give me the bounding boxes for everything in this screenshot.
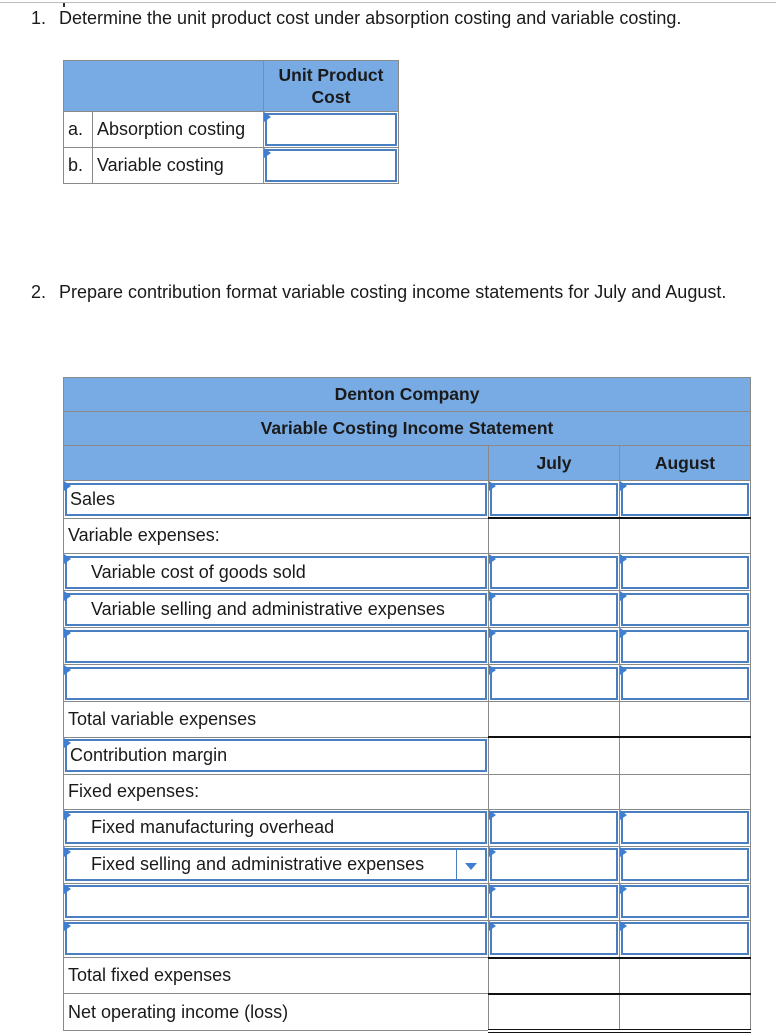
question-2-text: Prepare contribution format variable costing income statements for July and August. — [59, 282, 727, 302]
blank-label-cell — [64, 883, 489, 920]
absorption-costing-input[interactable] — [265, 113, 397, 146]
blank-july-cell — [489, 665, 620, 702]
input-marker-icon — [64, 738, 71, 748]
variable-cogs-label-input[interactable]: Variable cost of goods sold — [65, 556, 487, 589]
total-fixed-expenses-july — [489, 958, 620, 994]
fixed-mfg-overhead-label-cell — [64, 809, 489, 846]
input-marker-icon — [489, 591, 496, 601]
table1-header-blank — [64, 61, 264, 112]
chevron-down-icon — [465, 863, 477, 870]
input-marker-icon — [64, 810, 71, 820]
question-2 — [31, 282, 726, 303]
august-column-header: August — [620, 446, 751, 481]
input-marker-icon — [620, 628, 627, 638]
blank-july-cell — [489, 883, 620, 920]
sales-july-cell — [489, 481, 620, 519]
blank-july-input[interactable] — [490, 667, 618, 700]
question-2-number: 2. — [31, 282, 47, 302]
fixed-sga-august-cell — [620, 846, 751, 883]
variable-sga-august-input[interactable] — [621, 593, 749, 626]
blank-august-input[interactable] — [621, 885, 749, 918]
input-marker-icon — [264, 148, 271, 158]
table-row-fixed-expenses — [64, 774, 751, 809]
input-marker-icon — [489, 810, 496, 820]
variable-cogs-label-cell — [64, 554, 489, 591]
variable-expenses-august — [620, 518, 751, 554]
contribution-margin-label-input[interactable]: Contribution margin — [65, 739, 487, 772]
table-row-fixed-sga — [64, 846, 751, 883]
variable-costing-label: Variable costing — [93, 148, 264, 184]
blank-july-input[interactable] — [490, 630, 618, 663]
input-marker-icon — [620, 554, 627, 564]
variable-costing-input[interactable] — [265, 149, 397, 182]
variable-cogs-august-cell — [620, 554, 751, 591]
total-fixed-expenses-label: Total fixed expenses — [64, 958, 489, 994]
blank-label-cell — [64, 628, 489, 665]
fixed-sga-label-cell — [64, 846, 489, 883]
top-divider — [0, 2, 776, 3]
net-operating-income-august — [620, 994, 751, 1031]
input-marker-icon — [489, 628, 496, 638]
fixed-mfg-overhead-august-cell — [620, 809, 751, 846]
variable-expenses-label: Variable expenses: — [64, 518, 489, 554]
input-marker-icon — [489, 554, 496, 564]
table-row-variable-cogs — [64, 554, 751, 591]
table-row-blank — [64, 920, 751, 958]
input-marker-icon — [489, 921, 496, 931]
input-marker-icon — [64, 481, 71, 491]
blank-label-cell — [64, 665, 489, 702]
input-marker-icon — [620, 810, 627, 820]
table-row-blank — [64, 665, 751, 702]
variable-costing-cell — [264, 148, 399, 184]
variable-sga-july-cell — [489, 591, 620, 628]
income-statement-table — [63, 377, 751, 1033]
input-marker-icon — [264, 112, 271, 122]
input-marker-icon — [64, 665, 71, 675]
fixed-mfg-overhead-august-input[interactable] — [621, 811, 749, 844]
table-row-blank — [64, 883, 751, 920]
input-marker-icon — [64, 847, 71, 857]
input-marker-icon — [620, 665, 627, 675]
sales-august-cell — [620, 481, 751, 519]
row-letter: b. — [64, 148, 93, 184]
total-variable-expenses-label: Total variable expenses — [64, 702, 489, 738]
net-operating-income-july — [489, 994, 620, 1031]
input-marker-icon — [64, 921, 71, 931]
variable-sga-label-input[interactable]: Variable selling and administrative expenses — [65, 593, 487, 626]
fixed-mfg-overhead-july-cell — [489, 809, 620, 846]
fixed-sga-july-cell — [489, 846, 620, 883]
fixed-sga-dropdown-value: Fixed selling and administrative expenses — [91, 854, 425, 874]
variable-sga-label-cell — [64, 591, 489, 628]
blank-label-input[interactable] — [65, 630, 487, 663]
blank-august-cell — [620, 920, 751, 958]
july-column-header: July — [489, 446, 620, 481]
question-1-number: 1. — [31, 8, 47, 28]
variable-cogs-july-cell — [489, 554, 620, 591]
table-row — [64, 112, 399, 148]
input-marker-icon — [64, 628, 71, 638]
variable-expenses-july — [489, 518, 620, 554]
row-letter: a. — [64, 112, 93, 148]
top-tick-mark — [63, 3, 65, 7]
fixed-mfg-overhead-label-input[interactable]: Fixed manufacturing overhead — [65, 811, 487, 844]
absorption-costing-cell — [264, 112, 399, 148]
contribution-margin-august — [620, 737, 751, 774]
input-marker-icon — [620, 921, 627, 931]
input-marker-icon — [620, 591, 627, 601]
blank-july-input[interactable] — [490, 922, 618, 955]
input-marker-icon — [64, 554, 71, 564]
blank-july-input[interactable] — [490, 885, 618, 918]
label-column-header — [64, 446, 489, 481]
fixed-sga-july-input[interactable] — [490, 848, 618, 881]
input-marker-icon — [64, 884, 71, 894]
blank-august-input[interactable] — [621, 922, 749, 955]
contribution-margin-july — [489, 737, 620, 774]
table-row-total-variable-expenses — [64, 702, 751, 738]
fixed-expenses-july — [489, 774, 620, 809]
input-marker-icon — [489, 481, 496, 491]
table-row-variable-expenses — [64, 518, 751, 554]
variable-cogs-july-input[interactable] — [490, 556, 618, 589]
sales-august-input[interactable] — [621, 483, 749, 516]
table-row-fixed-mfg-overhead — [64, 809, 751, 846]
table-row-variable-sga — [64, 591, 751, 628]
blank-july-cell — [489, 628, 620, 665]
fixed-expenses-label: Fixed expenses: — [64, 774, 489, 809]
fixed-sga-august-input[interactable] — [621, 848, 749, 881]
dropdown-button[interactable] — [456, 850, 485, 879]
blank-august-cell — [620, 628, 751, 665]
statement-title: Variable Costing Income Statement — [64, 412, 751, 446]
input-marker-icon — [620, 884, 627, 894]
total-fixed-expenses-august — [620, 958, 751, 994]
blank-july-cell — [489, 920, 620, 958]
table-row-blank — [64, 628, 751, 665]
table-row-total-fixed-expenses — [64, 958, 751, 994]
question-1-text: Determine the unit product cost under absorption costing and variable costing. — [59, 8, 682, 28]
contribution-margin-label-cell — [64, 737, 489, 774]
total-variable-expenses-july — [489, 702, 620, 738]
unit-product-cost-header: Unit Product Cost — [264, 61, 399, 112]
variable-sga-july-input[interactable] — [490, 593, 618, 626]
blank-august-input[interactable] — [621, 630, 749, 663]
input-marker-icon — [620, 847, 627, 857]
table-row-net-operating-income — [64, 994, 751, 1031]
question-1 — [31, 8, 681, 29]
sales-label-input[interactable]: Sales — [65, 483, 487, 516]
company-name: Denton Company — [64, 378, 751, 412]
unit-product-cost-table — [63, 60, 399, 184]
blank-august-input[interactable] — [621, 667, 749, 700]
fixed-sga-dropdown[interactable] — [65, 848, 487, 881]
input-marker-icon — [489, 884, 496, 894]
blank-august-cell — [620, 883, 751, 920]
input-marker-icon — [489, 665, 496, 675]
absorption-costing-label: Absorption costing — [93, 112, 264, 148]
variable-sga-august-cell — [620, 591, 751, 628]
sales-july-input[interactable] — [490, 483, 618, 516]
sales-label-cell — [64, 481, 489, 519]
table-row-contribution-margin — [64, 737, 751, 774]
blank-label-input[interactable] — [65, 922, 487, 955]
input-marker-icon — [620, 481, 627, 491]
total-variable-expenses-august — [620, 702, 751, 738]
blank-august-cell — [620, 665, 751, 702]
net-operating-income-label: Net operating income (loss) — [64, 994, 489, 1031]
table-row-sales — [64, 481, 751, 519]
blank-label-input[interactable] — [65, 667, 487, 700]
variable-cogs-august-input[interactable] — [621, 556, 749, 589]
fixed-expenses-august — [620, 774, 751, 809]
input-marker-icon — [489, 847, 496, 857]
table-row — [64, 148, 399, 184]
blank-label-input[interactable] — [65, 885, 487, 918]
blank-label-cell — [64, 920, 489, 958]
fixed-mfg-overhead-july-input[interactable] — [490, 811, 618, 844]
input-marker-icon — [64, 591, 71, 601]
